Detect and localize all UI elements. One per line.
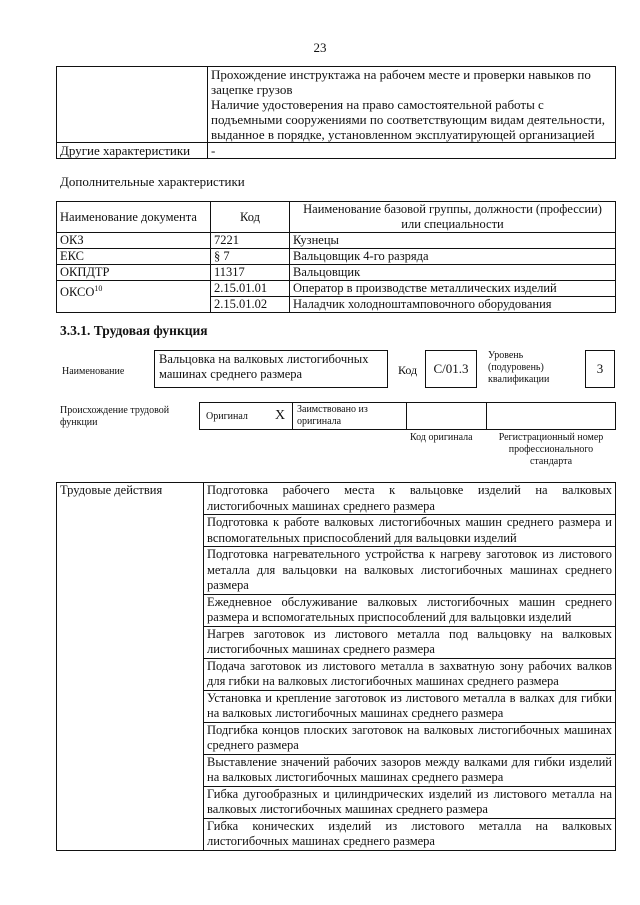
table-cell: Вальцовщик	[290, 265, 616, 281]
section-title: Дополнительные характеристики	[60, 174, 245, 189]
text-line: зацепке грузов	[211, 82, 293, 97]
table-cell-value: -	[208, 143, 616, 159]
doc-code: ОКСО	[60, 285, 95, 300]
labor-action-item: Подготовка к работе валковых листогибочных машин среднего размера и вспомогательных приспособлений для вальцовки изделий	[204, 515, 616, 547]
table-row	[57, 143, 616, 159]
labor-action-item: Подготовка рабочего места к вальцовке изделий на валковых листогибочных машинах среднего размера	[204, 483, 616, 515]
text-line: выданное в порядке, установленном эксплуатирующей организацией	[211, 127, 595, 142]
labor-action-item: Гибка конических изделий из листового металла на валковых листогибочных машинах среднего размера	[204, 818, 616, 850]
table-cell: Наладчик холодноштамповочного оборудования	[290, 297, 616, 313]
reg-number-caption: Регистрационный номер профессионального стандарта	[498, 432, 604, 467]
column-header: Наименование документа	[57, 202, 211, 233]
column-header: Наименование базовой группы, должности (профессии) или специальности	[290, 202, 616, 233]
original-label: Оригинал	[206, 411, 248, 422]
table-cell: 2.15.01.01	[211, 281, 290, 297]
footnote-mark: 10	[94, 284, 103, 293]
table-cell: ОКПДТР	[57, 265, 211, 281]
table-cell: 7221	[211, 233, 290, 249]
labor-action-item: Нагрев заготовок из листового металла под вальцовку на валковых листогибочных машинах среднего размера	[204, 626, 616, 658]
borrowed-label: Заимствовано из оригинала	[297, 404, 368, 427]
code-original-caption: Код оригинала	[410, 432, 473, 443]
name-label: Наименование	[62, 366, 125, 377]
origin-label: Происхождение трудовой функции	[60, 405, 170, 428]
table-row	[57, 233, 616, 249]
labor-action-item: Гибка дугообразных и цилиндрических изделий из листового металла на валковых листогибочных машинах среднего размера	[204, 786, 616, 818]
table-cell: Вальцовщик 4-го разряда	[290, 249, 616, 265]
table-row	[57, 249, 616, 265]
function-heading: 3.3.1. Трудовая функция	[60, 323, 208, 338]
labor-action-item: Подача заготовок из листового металла в захватную зону рабочих валков для гибки на валковых листогибочных машинах среднего размера	[204, 658, 616, 690]
origin-box	[199, 402, 616, 430]
additional-table	[56, 201, 616, 313]
labor-action-item: Выставление значений рабочих зазоров между валками для гибки изделий на валковых листогибочных машинах среднего размера	[204, 754, 616, 786]
table-cell-value	[208, 67, 616, 143]
page-number: 23	[313, 40, 327, 55]
labor-action-item: Подгибка концов плоских заготовок на валковых листогибочных машинах среднего размера	[204, 722, 616, 754]
text-line: подъемными сооружениями по соответствующим видам деятельности,	[211, 112, 605, 127]
table-row	[57, 67, 616, 143]
original-mark: X	[275, 408, 286, 423]
level-label: Уровень (подуровень) квалификации	[488, 350, 550, 385]
table-row	[57, 265, 616, 281]
labor-action-item: Установка и крепление заготовок из листового металла в валках для гибки на валковых листогибочных машинах среднего размера	[204, 690, 616, 722]
text-line: Прохождение инструктажа на рабочем месте и проверки навыков по	[211, 67, 591, 82]
divider	[486, 402, 487, 430]
table-cell-label: Другие характеристики	[57, 143, 208, 159]
table-cell: 11317	[211, 265, 290, 281]
table-cell: Оператор в производстве металлических изделий	[290, 281, 616, 297]
table-cell	[57, 281, 211, 313]
divider	[292, 402, 293, 430]
table-cell: ОКЗ	[57, 233, 211, 249]
labor-actions-table	[56, 482, 616, 851]
labor-actions-label: Трудовые действия	[57, 483, 204, 851]
column-header: Код	[211, 202, 290, 233]
table-row	[57, 483, 616, 515]
table-header-row	[57, 202, 616, 233]
table-cell: Кузнецы	[290, 233, 616, 249]
text-line: Наличие удостоверения на право самостоятельной работы с	[211, 97, 544, 112]
table-cell-label	[57, 67, 208, 143]
qualification-level: 3	[585, 350, 615, 388]
table-cell: § 7	[211, 249, 290, 265]
code-label: Код	[398, 363, 418, 377]
table-row	[57, 281, 616, 297]
top-table	[56, 66, 616, 159]
labor-action-item: Подготовка нагревательного устройства к нагреву заготовок из листового металла для вальцовки на валковых листогибочных машинах среднего размера	[204, 547, 616, 595]
table-cell: 2.15.01.02	[211, 297, 290, 313]
function-name: Вальцовка на валковых листогибочных машинах среднего размера	[154, 350, 388, 388]
table-cell: ЕКС	[57, 249, 211, 265]
function-code: C/01.3	[425, 350, 477, 388]
divider	[406, 402, 407, 430]
labor-action-item: Ежедневное обслуживание валковых листогибочных машин среднего размера и вспомогательных приспособлений для вальцовки изделий	[204, 594, 616, 626]
